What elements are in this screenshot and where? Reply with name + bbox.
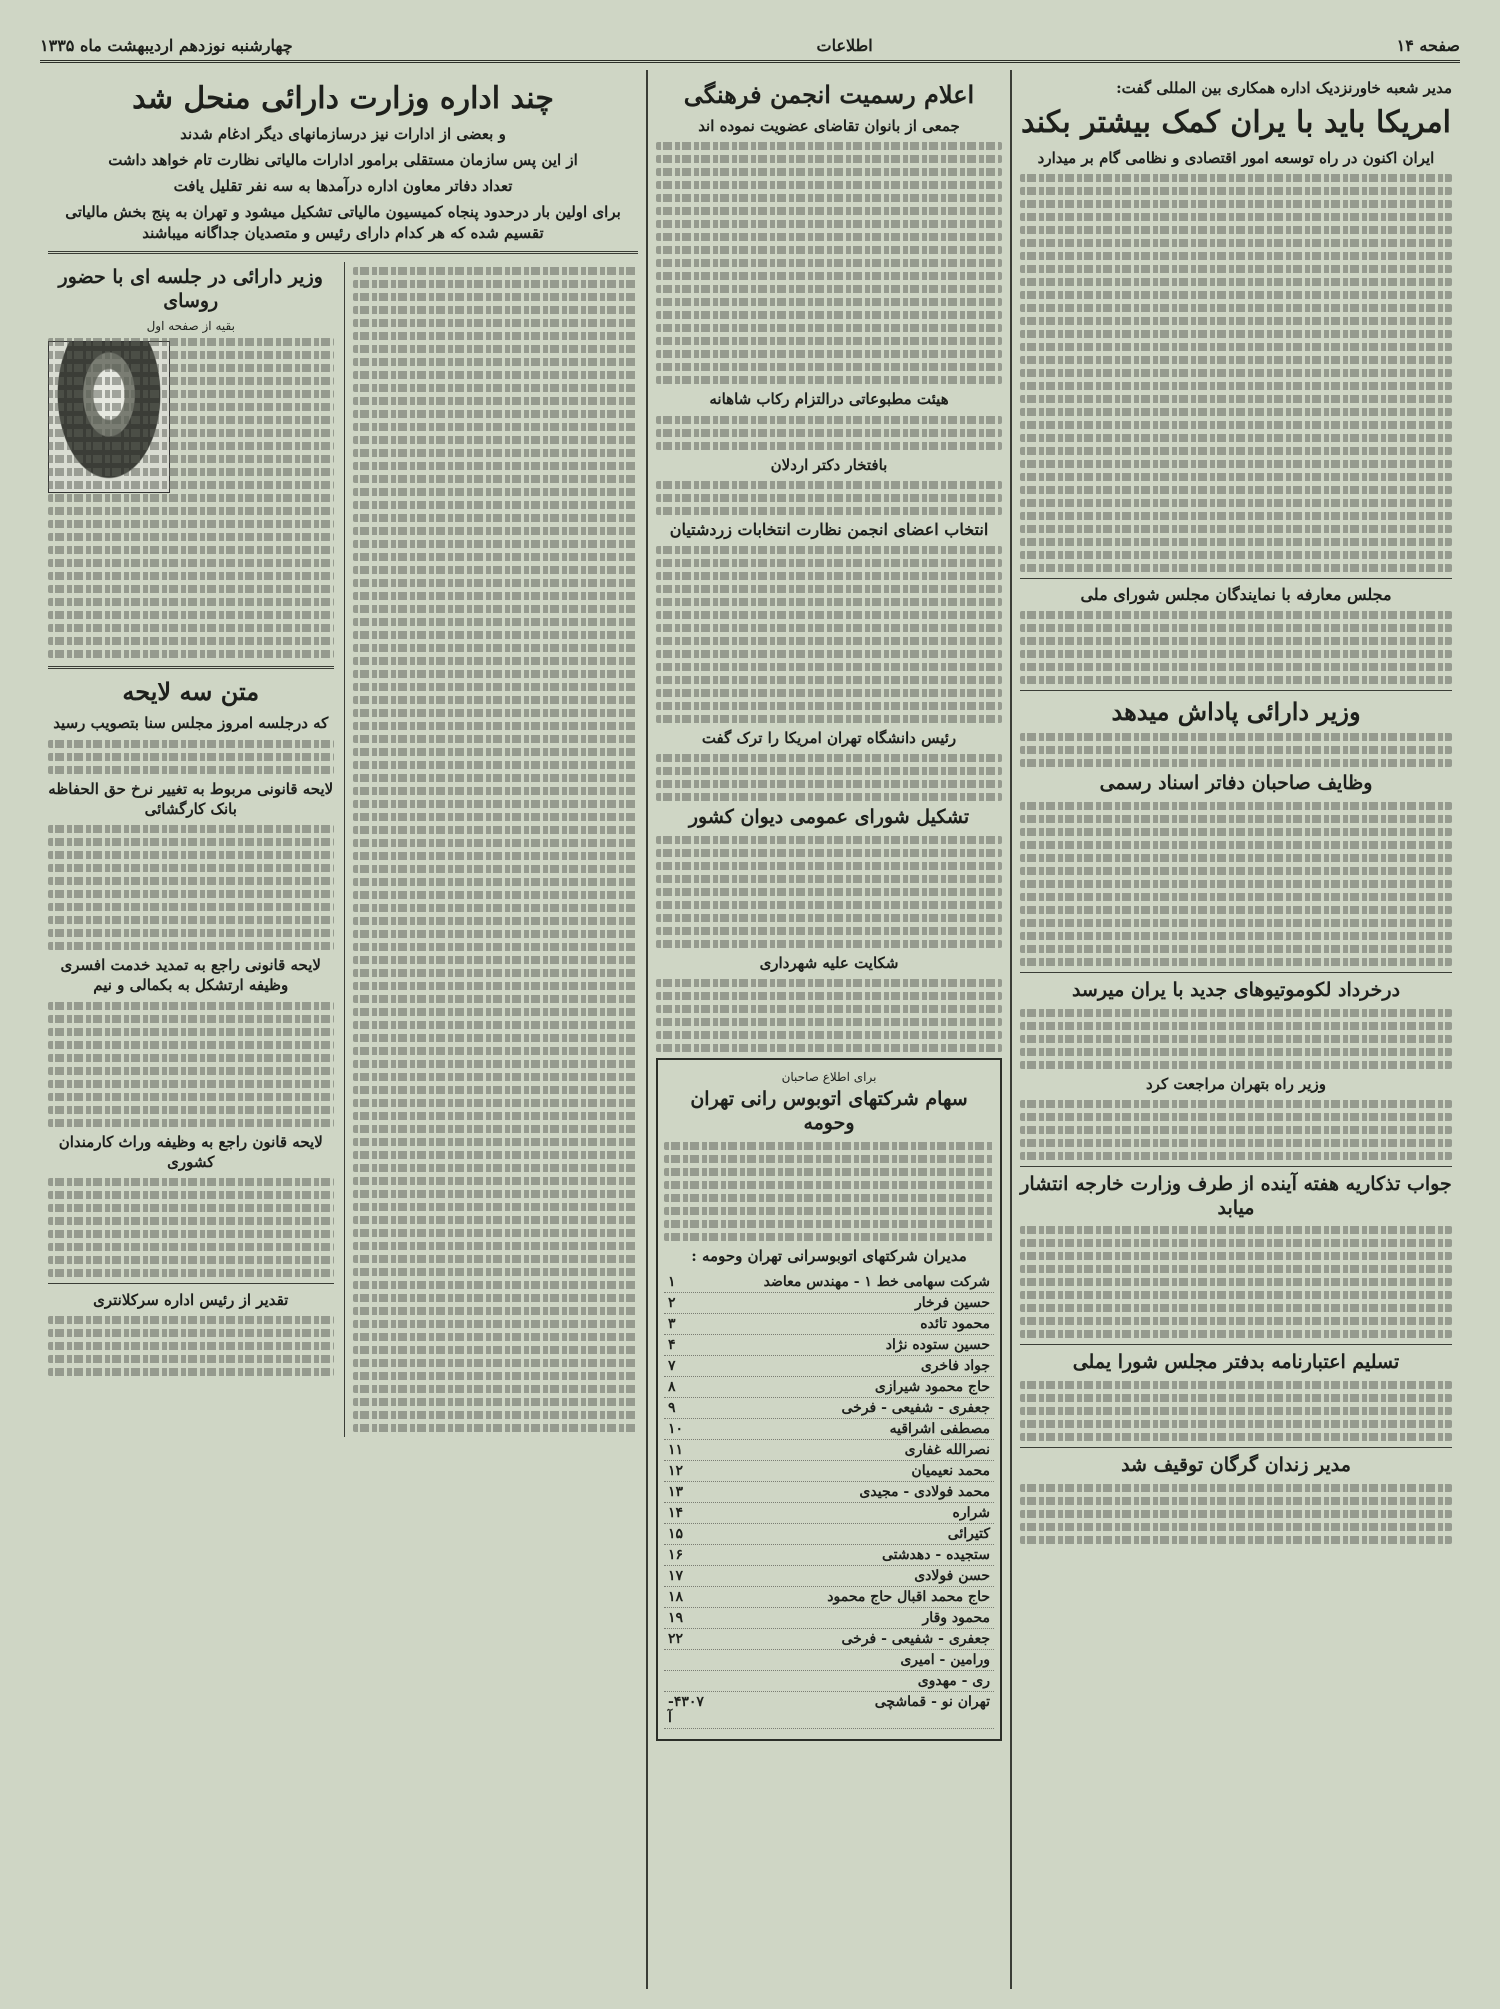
bus-company-number: ۸	[668, 1378, 676, 1395]
article-headline: وظایف صاحبان دفاتر اسناد رسمی	[1099, 772, 1373, 794]
bus-company-name: حسن فولادی	[914, 1567, 990, 1584]
right-column	[1012, 70, 1460, 1989]
bus-company-number: ۷	[668, 1357, 676, 1374]
bus-company-number: ۲	[668, 1294, 676, 1311]
article-subheadline: هیئت مطبوعاتی درالتزام رکاب شاهانه	[709, 390, 949, 409]
continued-note: بقیه از صفحه اول	[146, 319, 235, 334]
middle-column	[648, 70, 1010, 1989]
article-subheadline: وزیر راه بتهران مراجعت کرد	[1146, 1074, 1326, 1093]
bus-company-row	[664, 1692, 994, 1729]
bus-company-number: ۹	[668, 1399, 676, 1416]
bus-company-row	[664, 1566, 994, 1587]
bus-company-number	[668, 1673, 706, 1689]
bus-company-number: ۱۴	[668, 1504, 684, 1521]
bus-company-row	[664, 1671, 994, 1692]
bus-company-number: ۱۵	[668, 1525, 684, 1542]
bus-company-name: جعفری - شفیعی - فرخی	[841, 1630, 990, 1647]
article-headline: وزیر دارائی پاداش میدهد	[1111, 697, 1361, 726]
paper-name: اطلاعات	[816, 35, 873, 55]
bus-company-row	[664, 1440, 994, 1461]
bus-company-row	[664, 1650, 994, 1671]
article-subheadline: برای اولین بار درحدود پنجاه کمیسیون مالیاتی تشکیل میشود و تهران به پنج بخش مالیاتی تقسیم شده که هر کدام دارای رئیس و متصدیان جداگانه میباشند	[65, 203, 621, 242]
article-subheadline: و بعضی از ادارات نیز درسازمانهای دیگر ادغام شدند	[180, 124, 506, 143]
article-headline: متن سه لایحه	[122, 677, 260, 707]
bus-company-row	[664, 1335, 994, 1356]
bus-company-name: حسین ستوده نژاد	[885, 1336, 990, 1353]
article-subheadline: ایران اکنون در راه توسعه امور اقتصادی و نظامی گام بر میدارد	[1037, 148, 1435, 167]
article-headline: انتخاب اعضای انجمن نظارت انتخابات زردشتیان	[669, 519, 989, 539]
article-subheadline: که درجلسه امروز مجلس سنا بتصویب رسید	[53, 714, 329, 733]
bus-company-row	[664, 1545, 994, 1566]
article-subheadline: تعداد دفاتر معاون اداره درآمدها به سه نفر تقلیل یافت	[173, 177, 513, 195]
bus-company-row	[664, 1524, 994, 1545]
bus-company-row	[664, 1419, 994, 1440]
bus-company-row	[664, 1356, 994, 1377]
bus-company-number: ۱۸	[668, 1588, 684, 1605]
bus-company-row	[664, 1503, 994, 1524]
bus-company-name: محمود وقار	[922, 1609, 990, 1626]
bus-company-name: جواد فاخری	[920, 1357, 990, 1374]
issue-date: چهارشنبه نوزدهم اردیبهشت ماه ۱۳۳۵	[40, 35, 293, 55]
left-area	[40, 70, 646, 1989]
article-subheadline: جمعی از بانوان تقاضای عضویت نموده اند	[698, 117, 960, 135]
law-title: لایحه قانونی راجع به تمدید خدمت افسری وظیفه ارتشکل به بکمالی و نیم	[60, 956, 321, 995]
bus-company-number: ۴۳۰۷-آ	[668, 1693, 704, 1726]
bus-company-row	[664, 1398, 994, 1419]
bus-company-number: ۱۷	[668, 1567, 684, 1584]
bus-company-number: ۱۲	[668, 1462, 684, 1479]
bus-company-number: ۱۳	[668, 1483, 684, 1500]
article-headline: چند اداره وزارت دارائی منحل شد	[132, 81, 554, 116]
bus-notice	[656, 1058, 1002, 1741]
article-kicker: مدیر شعبه خاورنزدیک اداره همکاری بین المللی گفت:	[1116, 79, 1452, 97]
bus-company-number: ۳	[668, 1315, 676, 1332]
article-headline: مجلس معارفه با نمایندگان مجلس شورای ملی	[1080, 585, 1392, 604]
bus-company-row	[664, 1461, 994, 1482]
bus-company-name: ستجیده - دهدشتی	[881, 1546, 990, 1563]
left-columns	[48, 262, 638, 1437]
law-title: لایحه قانونی مربوط به تغییر نرخ حق الحفاظه بانک کارگشائی	[48, 779, 334, 818]
article-headline: امریکا باید با یران کمک بیشتر بکند	[1021, 105, 1451, 141]
bus-company-row	[664, 1629, 994, 1650]
bus-company-list	[664, 1272, 994, 1729]
article-subheadline: از این پس سازمان مستقلی برامور ادارات مالیاتی نظارت تام خواهد داشت	[108, 150, 578, 169]
left-inner-left	[48, 262, 334, 1437]
article-headline: تشکیل شورای عمومی دیوان کشور	[688, 806, 970, 828]
article-headline: جواب تذکاریه هفته آینده از طرف وزارت خارجه انتشار میابد	[1020, 1172, 1452, 1219]
bus-company-number: ۱	[668, 1273, 676, 1290]
bus-company-name: کتیرائی	[947, 1525, 990, 1542]
bus-company-number: ۴	[668, 1336, 676, 1353]
bus-company-name: محمد نعیمیان	[911, 1462, 990, 1479]
bus-company-name: مصطفی اشراقیه	[889, 1420, 990, 1437]
page-number: صفحه ۱۴	[1396, 35, 1460, 55]
article-headline: تقدیر از رئیس اداره سرکلانتری	[93, 1291, 289, 1309]
bus-company-name: شرکت سهامی خط ۱ - مهندس معاضد	[763, 1273, 990, 1290]
bus-company-number: ۱۹	[668, 1609, 684, 1626]
bus-company-row	[664, 1587, 994, 1608]
bus-table-title: مدیران شرکتهای اتوبوسرانی تهران وحومه :	[691, 1246, 967, 1265]
bus-company-row	[664, 1377, 994, 1398]
bus-company-name: جعفری - شفیعی - فرخی	[841, 1399, 990, 1416]
bus-company-name: تهران نو - قماشچی	[874, 1693, 990, 1710]
left-inner-right	[344, 262, 639, 1437]
bus-company-name: حاج محمود شیرازی	[874, 1378, 990, 1395]
bus-company-number: ۲۲	[668, 1630, 684, 1647]
article-subheadline: شکایت علیه شهرداری	[759, 953, 899, 972]
article-headline: درخرداد لکوموتیوهای جدید با یران میرسد	[1071, 978, 1401, 1001]
bus-company-number	[668, 1652, 706, 1668]
bus-company-number: ۱۰	[668, 1420, 684, 1437]
bus-company-name: حسین فرخار	[915, 1294, 990, 1311]
bus-company-row	[664, 1272, 994, 1293]
notice-kicker: برای اطلاع صاحبان	[781, 1070, 877, 1084]
bus-company-row	[664, 1293, 994, 1314]
bus-company-row	[664, 1482, 994, 1503]
bus-company-name: محمود تائده	[920, 1315, 990, 1332]
notice-headline: سهام شرکتهای اتوبوس رانی تهران وحومه	[690, 1088, 968, 1134]
bus-company-row	[664, 1608, 994, 1629]
bus-company-name: ری - مهدوی	[917, 1672, 990, 1689]
bus-company-name: ورامین - امیری	[900, 1651, 990, 1668]
article-headline: وزیر دارائی در جلسه ای با حضور روسای	[58, 265, 323, 312]
bus-company-name: نصرالله غفاری	[904, 1441, 990, 1458]
article-headline: اعلام رسمیت انجمن فرهنگی	[683, 80, 975, 109]
bus-company-name: حاج محمد اقبال حاج محمود	[827, 1588, 990, 1605]
article-subheadline: بافتخار دکتر اردلان	[770, 455, 888, 474]
article-subheadline: رئیس دانشگاه تهران امریکا را ترک گفت	[701, 728, 957, 747]
law-title: لایحه قانون راجع به وظیفه وراث کارمندان کشوری	[58, 1132, 323, 1171]
bus-company-name: محمد فولادی - مجیدی	[859, 1483, 990, 1500]
article-headline: مدیر زندان گرگان توقیف شد	[1121, 1454, 1351, 1476]
bus-company-name: شراره	[952, 1504, 990, 1521]
masthead	[40, 30, 1460, 63]
article-headline: تسلیم اعتبارنامه بدفتر مجلس شورا یملی	[1072, 1351, 1400, 1374]
bus-company-row	[664, 1314, 994, 1335]
bus-company-number: ۱۶	[668, 1546, 684, 1563]
bus-company-number: ۱۱	[668, 1441, 684, 1458]
